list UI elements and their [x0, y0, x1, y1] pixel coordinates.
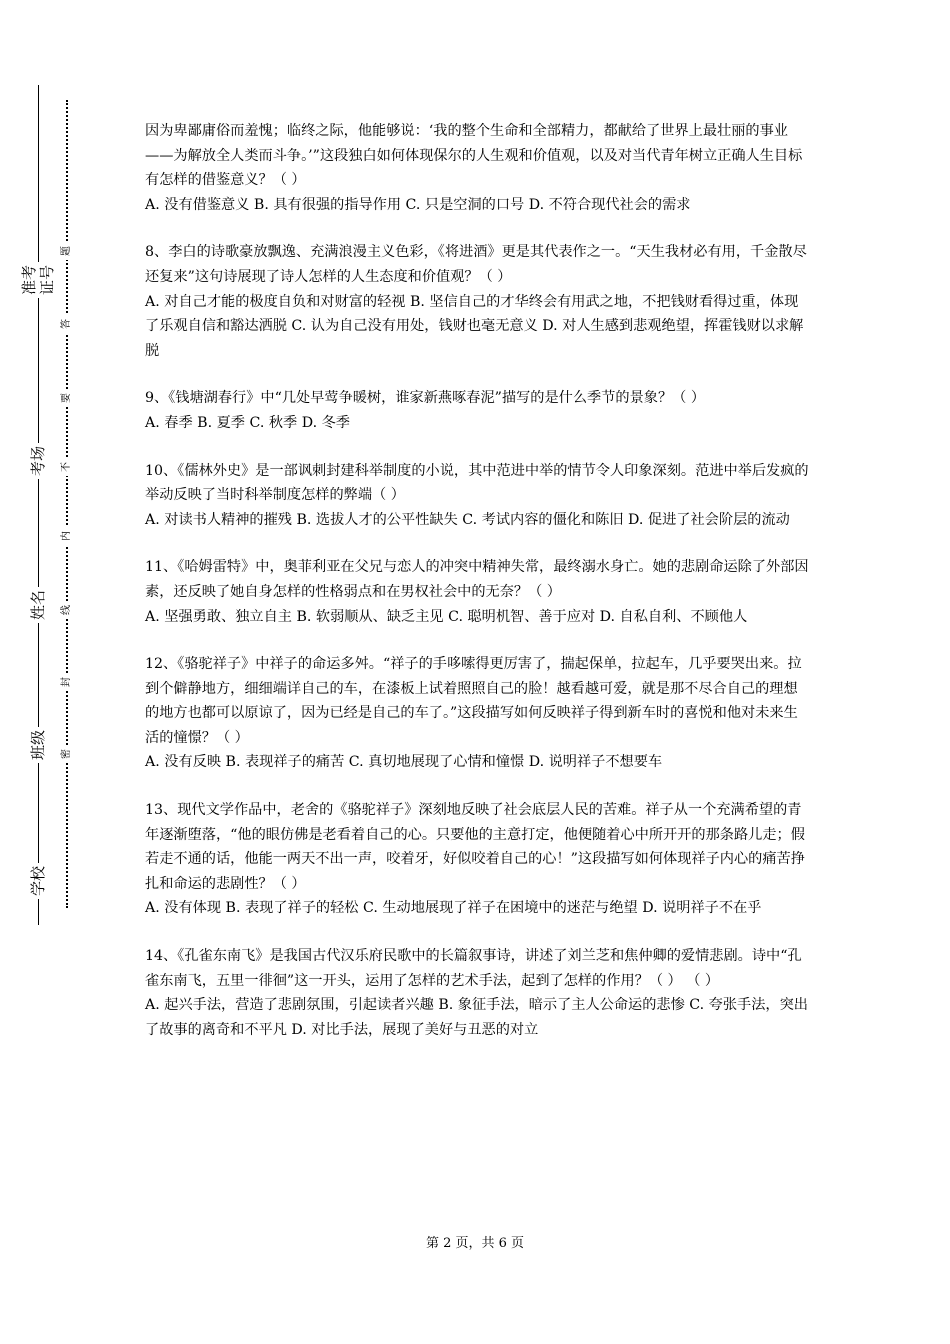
question-11: [145, 555, 810, 629]
question-9: [145, 386, 810, 435]
class-label: 班级: [29, 727, 47, 763]
exam-number-label: 准考证号: [20, 262, 56, 298]
question-7-continued: [145, 119, 810, 217]
seal-char: 不: [61, 458, 73, 476]
question-stem: 14、《孔雀东南飞》是我国古代汉乐府民歌中的长篇叙事诗，讲述了刘兰芝和焦仲卿的爱情悲剧。诗中“孔雀东南飞，五里一徘徊”这一开头，运用了怎样的艺术手法，起到了怎样的作用？（ ） （ ）: [145, 948, 802, 989]
seal-char: 题: [61, 242, 73, 260]
name-label: 姓名: [29, 587, 47, 623]
question-options: A. 对读书人精神的摧残 B. 选拔人才的公平性缺失 C. 考试内容的僵化和陈旧 D. 促进了社会阶层的流动: [145, 511, 790, 528]
school-label: 学校: [29, 863, 47, 899]
seal-char: 内: [61, 527, 73, 545]
question-options: A. 没有反映 B. 表现祥子的痛苦 C. 真切地展现了心情和憧憬 D. 说明祥子不想要车: [145, 754, 663, 771]
question-stem: 13、现代文学作品中，老舍的《骆驼祥子》深刻地反映了社会底层人民的苦难。祥子从一个充满希望的青年逐渐堕落，“他的眼仿佛是老看着自己的心。只要他的主意打定，他便随着心中所开开的那条路儿走；假若走不通的话，他能一两天不出一声，咬着牙，好似咬着自己的心！”这段描写如何体现祥子内心的痛苦挣扎和命运的悲剧性？（ ）: [145, 802, 805, 892]
question-13: [145, 798, 810, 921]
question-8: [145, 240, 810, 363]
seal-char: 答: [61, 315, 73, 333]
question-stem: 因为卑鄙庸俗而羞愧；临终之际，他能够说：‘我的整个生命和全部精力，都献给了世界上最壮丽的事业——为解放全人类而斗争。’”这段独白如何体现保尔的人生观和价值观，以及对当代青年树立正确人生目标有怎样的借鉴意义？（ ）: [145, 123, 803, 189]
binding-margin: [0, 0, 90, 1344]
question-options: A. 春季 B. 夏季 C. 秋季 D. 冬季: [145, 414, 350, 431]
question-list: [145, 119, 810, 1065]
binding-solid-line: [38, 85, 39, 925]
exam-room-label: 考场: [29, 443, 47, 479]
seal-char: 密: [61, 745, 73, 763]
question-14: [145, 944, 810, 1042]
question-stem: 10、《儒林外史》是一部讽刺封建科举制度的小说，其中范进中举的情节令人印象深刻。范进中举后发疯的举动反映了当时科举制度怎样的弊端（ ）: [145, 462, 809, 504]
question-options: A. 起兴手法，营造了悲剧氛围，引起读者兴趣 B. 象征手法，暗示了主人公命运的悲惨 C. 夸张手法，突出了故事的离奇和不平凡 D. 对比手法，展现了美好与丑恶的对立: [145, 997, 808, 1038]
question-stem: 11、《哈姆雷特》中，奥菲利亚在父兄与恋人的冲突中精神失常，最终溺水身亡。她的悲剧命运除了外部因素，还反映了她自身怎样的性格弱点和在男权社会中的无奈？（ ）: [145, 559, 809, 600]
seal-char: 要: [61, 389, 73, 407]
question-options: A. 对自己才能的极度自负和对财富的轻视 B. 坚信自己的才华终会有用武之地，不把钱财看得过重，体现了乐观自信和豁达洒脱 C. 认为自己没有用处，钱财也毫无意义 D. 对人生感到悲观绝望，挥霍钱财以求解脱: [145, 293, 804, 359]
question-options: A. 坚强勇敢、独立自主 B. 软弱顺从、缺乏主见 C. 聪明机智、善于应对 D. 自私自利、不顾他人: [145, 608, 748, 625]
question-options: A. 没有体现 B. 表现了祥子的轻松 C. 生动地展现了祥子在困境中的迷茫与绝望 D. 说明祥子不在乎: [145, 900, 762, 917]
binding-dotted-line: [66, 100, 68, 908]
seal-char: 线: [61, 601, 73, 619]
page-footer: 第 2 页，共 6 页: [425, 1236, 525, 1251]
question-stem: 8、李白的诗歌豪放飘逸、充满浪漫主义色彩，《将进酒》更是其代表作之一。“天生我材必有用，千金散尽还复来”这句诗展现了诗人怎样的人生态度和价值观？（ ）: [145, 244, 807, 285]
question-stem: 9、《钱塘湖春行》中“几处早莺争暖树，谁家新燕啄春泥”描写的是什么季节的景象？（ ）: [145, 390, 706, 407]
seal-char: 封: [61, 673, 73, 691]
question-options: A. 没有借鉴意义 B. 具有很强的指导作用 C. 只是空洞的口号 D. 不符合现代社会的需求: [145, 196, 691, 213]
question-12: [145, 652, 810, 775]
question-10: [145, 459, 810, 533]
question-stem: 12、《骆驼祥子》中祥子的命运多舛。“祥子的手哆嗦得更厉害了，揣起保单，拉起车，几乎要哭出来。拉到个僻静地方，细细端详自己的车，在漆板上试着照照自己的脸！越看越可爱，就是那不尽合自己的理想的地方也都可以原谅了，因为已经是自己的车了。”这段描写如何反映祥子得到新车时的喜悦和他对未来生活的憧憬？（ ）: [145, 656, 802, 746]
